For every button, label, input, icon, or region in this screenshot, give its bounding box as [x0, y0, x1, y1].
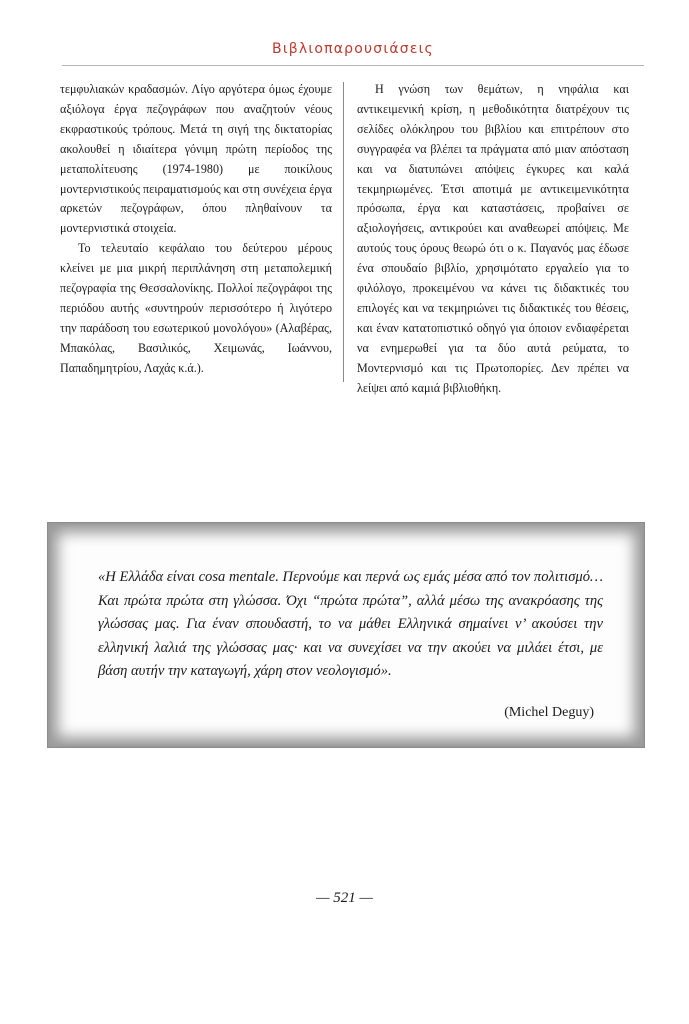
- section-title: Βιβλιοπαρουσιάσεις: [272, 41, 434, 57]
- left-paragraph-1: τεμφυλιακών κραδασμών. Λίγο αργότερα όμως έχουμε αξιόλογα έργα πεζογράφων που αναζητούν νέους εκφραστικούς τρόπους. Μετά τη σιγή της δικτατορίας ακολουθεί η ιδιαίτερα γόνιμη πρώτη περίοδος της μεταπολίτευσης (1974-1980) με ποικίλους μοντερνιστικούς πειραματισμούς και στη συνέχεια έργα αρκετών πεζογράφων, όπου πληθαίνουν τα μοντερνιστικά στοιχεία.: [60, 82, 332, 236]
- header-rule: [62, 65, 644, 66]
- running-header: [62, 40, 644, 62]
- left-column: [60, 80, 332, 379]
- right-paragraph-1: Η γνώση των θεμάτων, η νηφάλια και αντικειμενική κρίση, η μεθοδικότητα διατρέχουν τις σελίδες ολόκληρου του βιβλίου και επιτρέπουν στο συγγραφέα να βλέπει τα πράγματα από μιαν απόσταση και να διατυπώνει απόψεις έγκυρες και καλά τεκμηριωμένες. Έτσι αποτιμά με αντικειμενικότητα πρόσωπα, έργα και καταστάσεις, προβαίνει σε αξιολογήσεις, αντικρούει και αναθεωρεί απόψεις. Με αυτούς τους όρους θεωρώ ότι ο κ. Παγανός μας έδωσε ένα σπουδαίο βιβλίο, χρησιμότατο εργαλείο για το φιλόλογο, προκειμένου να κάνει τις διδακτικές του επιλογές και να τεκμηριώνει τις διδακτικές του θέσεις, και έναν κατατοπιστικό οδηγό για όποιον ενδιαφέρεται να ενημερωθεί για τα δύο αυτά ρεύματα, το Μοντερνισμό και τις Πρωτοπορίες. Δεν πρέπει να λείψει από καμιά βιβλιοθήκη.: [357, 82, 629, 395]
- right-column: [357, 80, 629, 399]
- left-paragraph-2: Το τελευταίο κεφάλαιο του δεύτερου μέρους κλείνει με μια μικρή περιπλάνηση στη μεταπολεμική πεζογραφία της Θεσσαλονίκης. Πολλοί πεζογράφοι της περιόδου αυτής «συντηρούν περισσότερο ή λιγότερο την παράδοση του εσωτερικού μονολόγου» (Αλαβέρας, Μπακόλας, Βασιλικός, Χειμωνάς, Ιωάννου, Παπαδημητρίου, Λαχάς κ.ά.).: [60, 241, 332, 375]
- quote-author: (Michel Deguy): [504, 705, 594, 720]
- quote-box: [47, 522, 645, 748]
- page-number: — 521 —: [316, 890, 373, 906]
- column-divider: [343, 82, 344, 382]
- quote-text: «Η Ελλάδα είναι cosa mentale. Περνούμε και περνά ως εμάς μέσα από τον πολιτισμό… Και πρώτα πρώτα στη γλώσσα. Όχι “πρώτα πρώτα”, αλλά μέσω της ανακρόασης της γλώσσας μας. Για έναν σπουδαστή, το να μάθει Ελληνικά σημαίνει ν’ ακούσει την ελληνική λαλιά της γλώσσας μας· και να συνεχίσει να την ακούει να μιλάει έτσι, με βάση αυτήν την καταγωγή, χάρη στον νεολογισμό».: [98, 569, 603, 680]
